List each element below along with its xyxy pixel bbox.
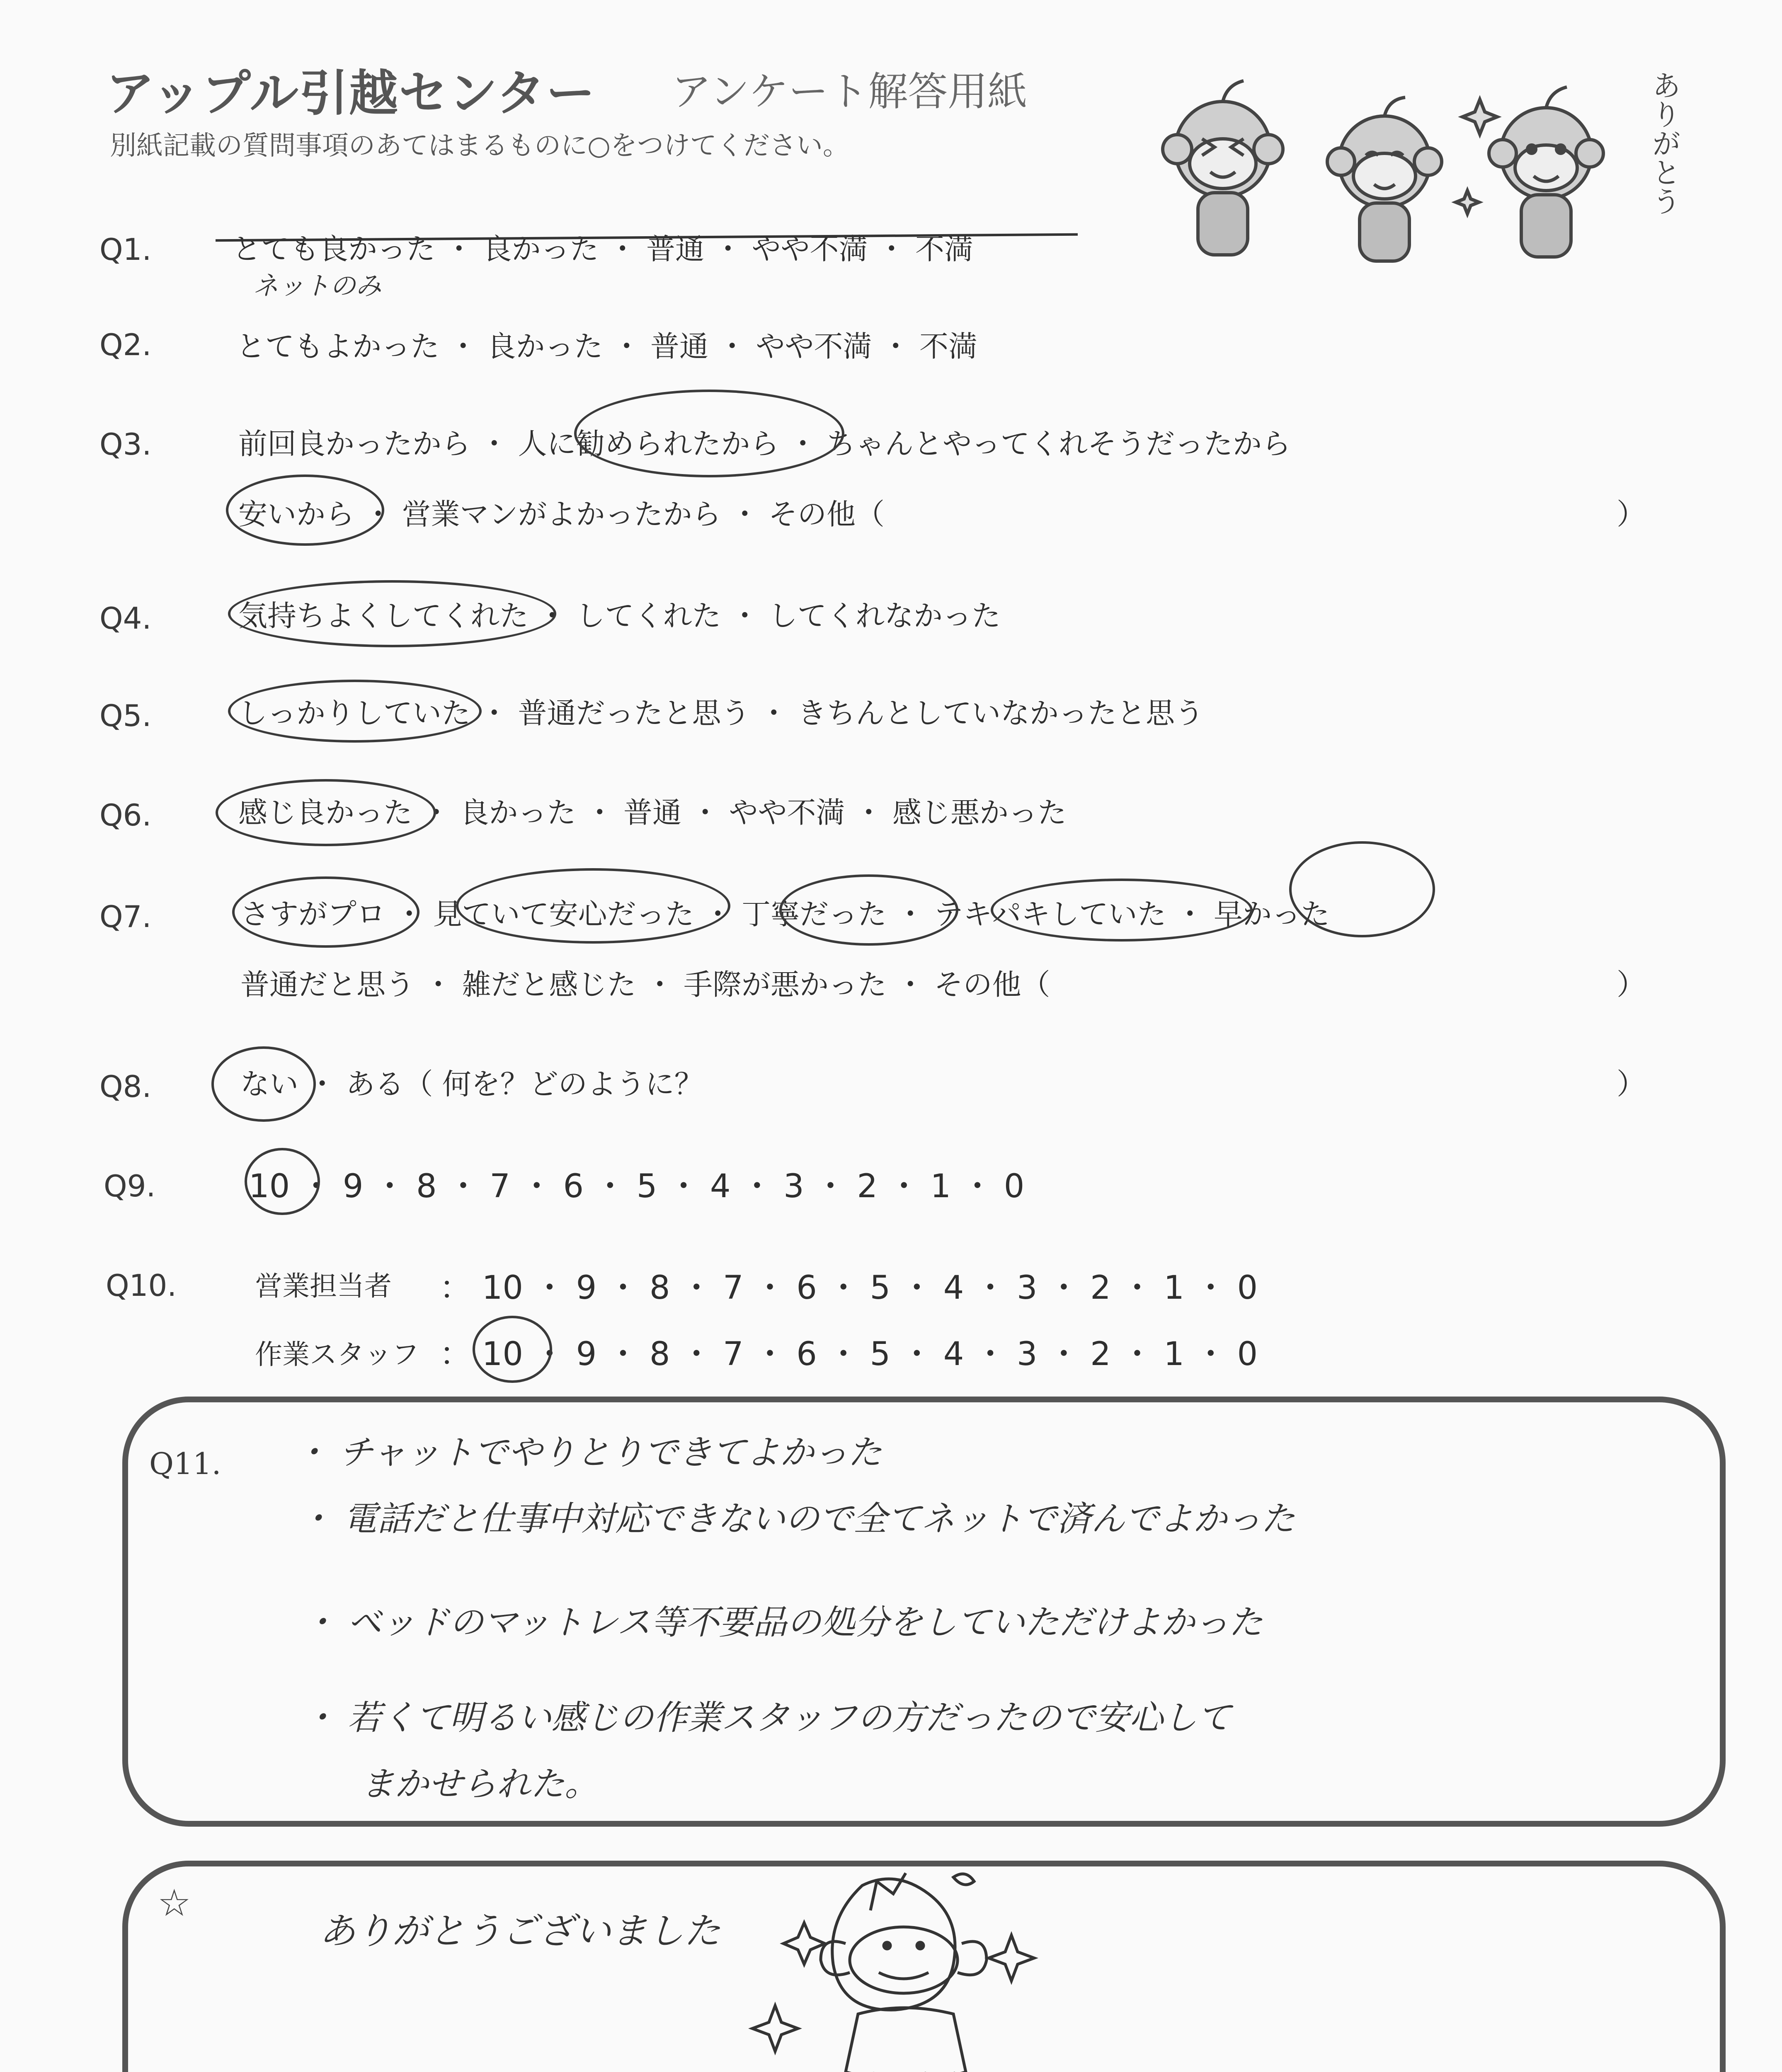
monkey-drawing-illustration <box>738 1861 1078 2072</box>
q11-line-1: ・ チャットでやりとりできてよかった <box>294 1433 882 1472</box>
q7-selection-circle-5 <box>1289 841 1435 937</box>
q7-selection-circle-1 <box>232 876 419 948</box>
q11-line-5: まかせられた。 <box>361 1765 599 1804</box>
q2-label: Q2. <box>99 327 152 362</box>
q2-options: とてもよかった ・ 良かった ・ 普通 ・ やや不満 ・ 不満 <box>236 329 978 363</box>
q9-label: Q9. <box>104 1169 156 1203</box>
q3-selection-circle-2 <box>226 474 384 546</box>
q3-close-paren: ） <box>1617 497 1646 531</box>
q4-options: 気持ちよくしてくれた ・ してくれた ・ してくれなかった <box>238 599 1001 633</box>
q5-options: しっかりしていた ・ 普通だったと思う ・ きちんとしていなかったと思う <box>238 696 1204 730</box>
q10-sales-label: 営業担当者 <box>255 1270 392 1302</box>
star-icon: ☆ <box>158 1881 191 1925</box>
q1-label: Q1. <box>99 232 152 267</box>
q11-line-3: ・ ベッドのマットレス等不要品の処分をしていただけよかった <box>303 1603 1263 1642</box>
q10-staff-label: 作業スタッフ <box>255 1339 419 1370</box>
q3-options-line1: 前回良かったから ・ 人に勧められたから ・ ちゃんとやってくれそうだったから <box>238 427 1291 461</box>
q8-options: ない ・ ある（ 何を？どのように？ <box>240 1067 703 1101</box>
q8-selection-circle <box>211 1046 316 1122</box>
q3-selection-circle <box>574 390 844 477</box>
q1-handwritten-note: ネットのみ <box>253 271 382 301</box>
q11-line-4: ・ 若くて明るい感じの作業スタッフの方だったので安心して <box>303 1698 1232 1738</box>
q7-selection-circle-3 <box>779 874 958 946</box>
q11-label: Q11. <box>149 1446 221 1481</box>
q10-staff-options: ： 10 ・ 9 ・ 8 ・ 7 ・ 6 ・ 5 ・ 4 ・ 3 ・ 2 ・ 1 ・ 0 <box>439 1336 1258 1373</box>
q6-label: Q6. <box>99 798 152 833</box>
q8-close-paren: ） <box>1617 1067 1646 1101</box>
q5-selection-circle <box>228 680 482 743</box>
q1-options: とても良かった ・ 良かった ・ 普通 ・ やや不満 ・ 不満 <box>232 232 974 266</box>
q8-label: Q8. <box>99 1069 152 1104</box>
q4-selection-circle <box>228 580 556 647</box>
q4-label: Q4. <box>99 601 152 636</box>
q6-options: 感じ良かった ・ 良かった ・ 普通 ・ やや不満 ・ 感じ悪かった <box>238 796 1067 830</box>
document-subtitle: アンケート解答用紙 <box>672 68 1028 115</box>
q3-label: Q3. <box>99 427 152 462</box>
q10-sales-options: ： 10 ・ 9 ・ 8 ・ 7 ・ 6 ・ 5 ・ 4 ・ 3 ・ 2 ・ 1 ・ 0 <box>439 1269 1258 1307</box>
q6-selection-circle <box>216 779 436 846</box>
q10-selection-circle <box>473 1316 552 1383</box>
q3-options-line2: 安いから ・ 営業マンがよかったから ・ その他（ <box>238 497 885 531</box>
q9-selection-circle <box>245 1148 320 1215</box>
q7-selection-circle-2 <box>456 868 730 944</box>
q10-label: Q10. <box>106 1268 177 1303</box>
q7-selection-circle-4 <box>991 879 1253 942</box>
q7-options-line2: 普通だと思う ・ 雑だと感じた ・ 手際が悪かった ・ その他（ <box>240 968 1050 1002</box>
thank-you-message: ありがとうございました <box>319 1910 721 1952</box>
thank-you-badge-text: ありがとう <box>1647 70 1681 215</box>
monkey-mascots-illustration <box>1152 66 1658 274</box>
q5-label: Q5. <box>99 698 152 733</box>
q9-options: 10 ・ 9 ・ 8 ・ 7 ・ 6 ・ 5 ・ 4 ・ 3 ・ 2 ・ 1 ・ 0 <box>249 1168 1025 1205</box>
instruction-text: 別紙記載の質問事項のあてはまるものに○をつけてください。 <box>110 131 849 161</box>
q11-line-2: ・ 電話だと仕事中対応できないので全てネットで済んでよかった <box>298 1499 1295 1539</box>
q7-label: Q7. <box>99 899 152 934</box>
q7-close-paren: ） <box>1617 968 1646 1002</box>
q7-options-line1: さすがプロ ・ 見ていて安心だった ・ 丁寧だった ・ テキパキしていた ・ 早かった <box>240 897 1330 931</box>
document-title: アップル引越センター <box>106 65 596 122</box>
